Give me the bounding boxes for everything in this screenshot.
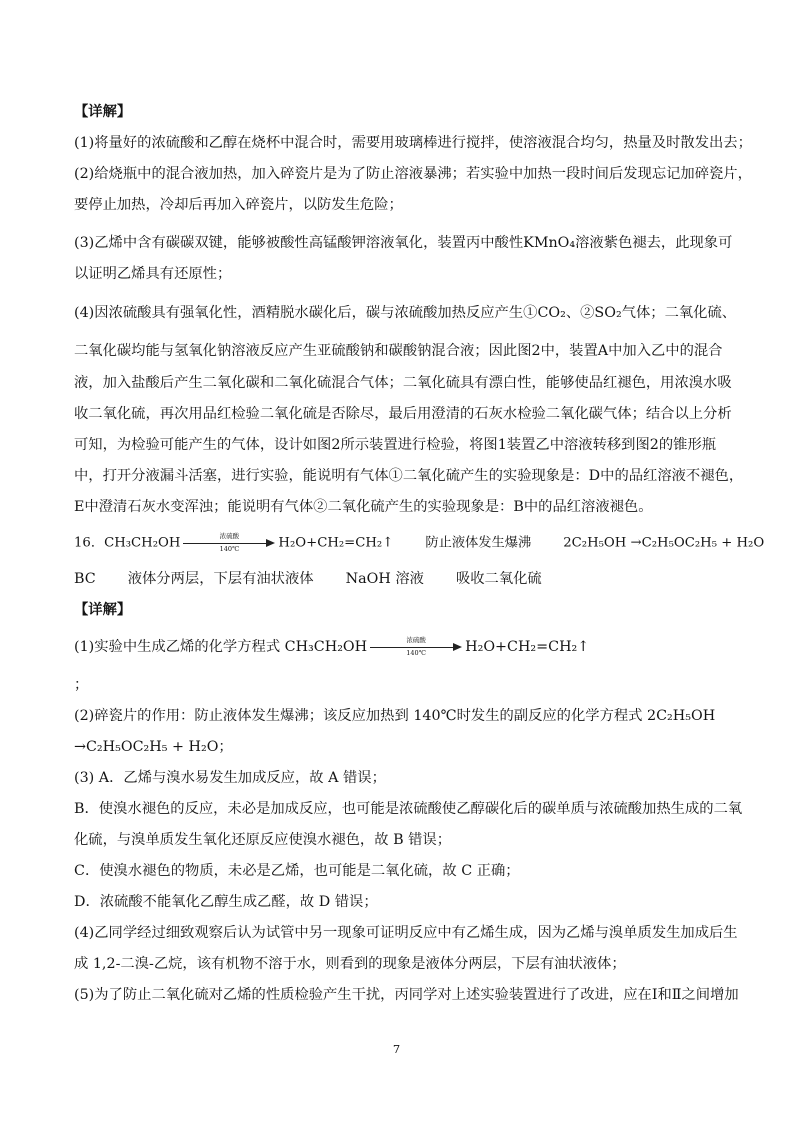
paragraph-line: 要停止加热，冷却后再加入碎瓷片，以防发生危险； [74,197,403,213]
paragraph-line: (2)碎瓷片的作用：防止液体发生爆沸；该反应加热到 140℃时发生的副反应的化学方程式 2C₂H₅OH [74,708,716,724]
paragraph-line: 可知，为检验可能产生的气体，设计如图2所示装置进行检验，将图1装置乙中溶液转移到图2的锥形瓶 [74,437,717,453]
paragraph-line: (3) A．乙烯与溴水易发生加成反应，故 A 错误； [74,770,386,786]
paragraph-line: (3)乙烯中含有碳碳双键，能够被酸性高锰酸钾溶液氧化，装置丙中酸性KMnO₄溶液紫色褪去，此现象可 [74,235,733,251]
paragraph-line: ； [74,677,89,693]
arrow-condition-temperature: 140℃ [406,649,426,657]
section-15-heading: 【详解】 [74,104,132,120]
paragraph-line: (4)因浓硫酸具有强氧化性，酒精脱水碳化后，碳与浓硫酸加热反应产生①CO₂、②SO₂气体；二氧化硫、 [74,305,737,321]
paragraph-line: (1)将量好的浓硫酸和乙醇在烧杯中混合时，需要用玻璃棒进行搅拌，使溶液混合均匀，热量及时散发出去； [74,135,752,151]
arrow-condition-catalyst: 浓硫酸 [219,532,240,540]
reaction-arrow-icon [370,637,462,657]
answer-4: BC [74,571,96,587]
arrow-condition-catalyst: 浓硫酸 [406,636,426,644]
paragraph-line: (4)乙同学经过细致观察后认为试管中另一现象可证明反应中有乙烯生成，因为乙烯与溴单质发生加成后生 [74,925,738,941]
paragraph-line: (2)给烧瓶中的混合液加热，加入碎瓷片是为了防止溶液暴沸；若实验中加热一段时间后发现忘记加碎瓷片， [74,166,752,182]
paragraph-line: 收二氧化硫，再次用品红检验二氧化硫是否除尽，最后用澄清的石灰水检验二氧化碳气体；结合以上分析 [74,406,732,422]
paragraph-line: C．使溴水褪色的物质，未必是乙烯，也可能是二氧化硫，故 C 正确； [74,863,520,879]
section-16-heading: 【详解】 [74,602,132,618]
question-number: 16． [74,535,105,551]
reaction-arrow-icon [183,533,275,553]
reactant: CH₃CH₂OH [104,535,181,551]
answer-3: 2C₂H₅OH →C₂H₅OC₂H₅ + H₂O [563,535,765,551]
paragraph-line: B．使溴水褪色的反应，未必是加成反应，也可能是浓硫酸使乙醇碳化后的碳单质与浓硫酸加热生成的二氧 [74,801,743,817]
product: H₂O+CH₂=CH₂↑ [278,535,394,551]
answer-2: 防止液体发生爆沸 [425,535,532,551]
answer-7: 吸收二氧化硫 [455,571,542,587]
paragraph-line: 化硫，与溴单质发生氧化还原反应使溴水褪色，故 B 错误； [74,832,452,848]
arrow-condition-temperature: 140℃ [219,545,240,553]
answer-6: NaOH 溶液 [345,571,424,587]
paragraph-line: E中澄清石灰水变浑浊；能说明有气体②二氧化硫产生的实验现象是：B中的品红溶液褪色。 [74,499,653,515]
paragraph-line: 二氧化碳均能与氢氧化钠溶液反应产生亚硫酸钠和碳酸钠混合液；因此图2中，装置A中加入乙中的混合 [74,343,723,359]
paragraph-line: 成 1,2-二溴-乙烷，该有机物不溶于水，则看到的现象是液体分两层，下层有油状液体； [74,956,626,972]
equation-prefix: (1)实验中生成乙烯的化学方程式 CH₃CH₂OH [74,639,368,655]
paragraph-line: (5)为了防止二氧化硫对乙烯的性质检验产生干扰，丙同学对上述实验装置进行了改进，应在Ⅰ和Ⅱ之间增加 [74,987,739,1003]
paragraph-line: 中，打开分液漏斗活塞，进行实验，能说明有气体①二氧化硫产生的实验现象是：D中的品红溶液不褪色， [74,468,744,484]
product: H₂O+CH₂=CH₂↑ [465,639,590,655]
paragraph-line: 以证明乙烯具有还原性； [74,266,232,282]
paragraph-line: 液，加入盐酸后产生二氧化碳和二氧化硫混合气体；二氧化硫具有漂白性，能够使品红褪色，用浓溴水吸 [74,375,732,391]
question-16-answer-line [74,533,764,554]
answer-5: 液体分两层，下层有油状液体 [127,571,314,587]
paragraph-line: →C₂H₅OC₂H₅ + H₂O； [74,739,233,755]
equation-line [74,637,589,657]
paragraph-line: D．浓硫酸不能氧化乙醇生成乙醛，故 D 错误； [74,894,378,910]
page-number: 7 [392,1042,401,1056]
question-16-answer-line-2 [74,569,542,589]
